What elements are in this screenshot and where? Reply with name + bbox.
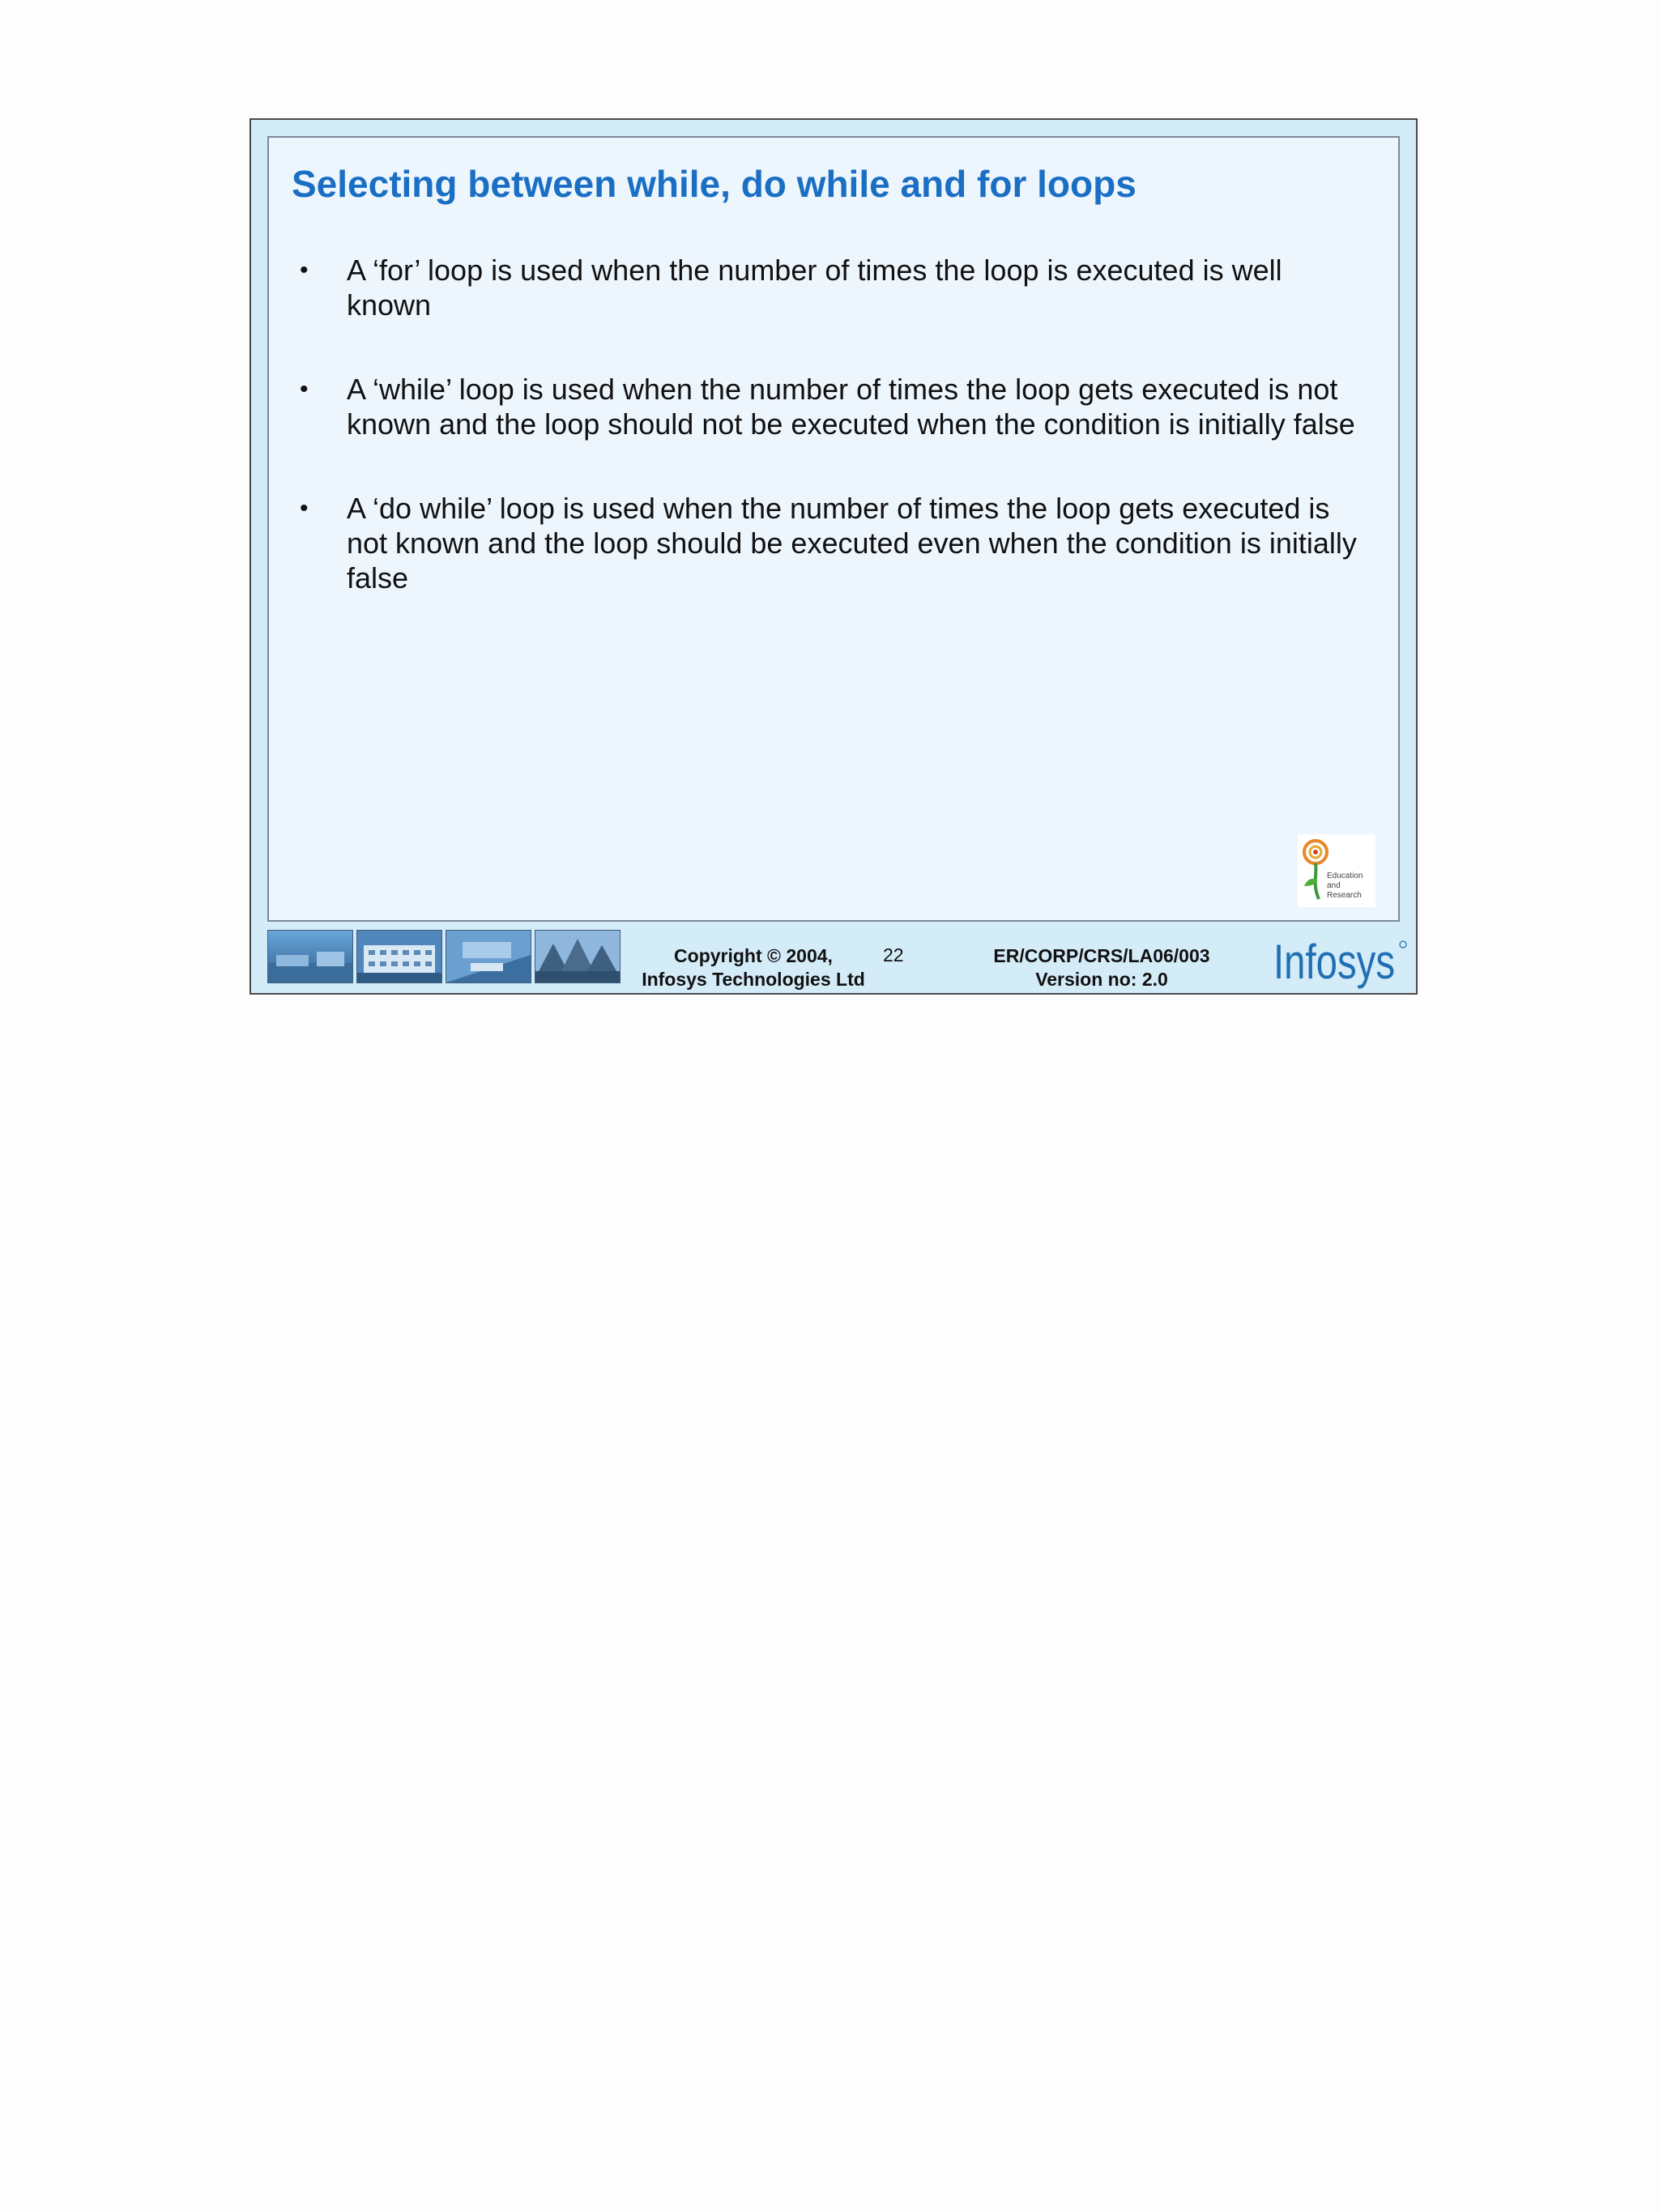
building-photo-thumbnail	[446, 930, 531, 983]
infosys-logo-icon	[1272, 933, 1410, 990]
bullet-item	[293, 253, 1371, 322]
bullet-line: known	[347, 288, 432, 322]
bullet-marker: •	[300, 257, 309, 283]
bullet-marker: •	[300, 495, 309, 522]
slide-title: Selecting between while, do while and for loops	[292, 163, 1137, 205]
education-research-logo	[1298, 834, 1375, 907]
footer-photo-strip	[267, 930, 621, 983]
bullet-line: false	[347, 561, 409, 595]
bullet-marker: •	[300, 376, 309, 403]
bullet-line: A ‘while’ loop is used when the number of times the loop gets executed is not	[347, 373, 1338, 406]
bullet-line: A ‘do while’ loop is used when the number of times the loop gets executed is	[347, 492, 1330, 525]
building-photo-thumbnail	[356, 930, 442, 983]
infosys-logo	[1272, 933, 1410, 990]
bullet-line: known and the loop should not be executed when the condition is initially false	[347, 407, 1355, 441]
footer-document-ref: ER/CORP/CRS/LA06/003 Version no: 2.0	[993, 945, 1210, 990]
building-photo-thumbnail	[535, 930, 621, 983]
bullet-line: A ‘for’ loop is used when the number of times the loop is executed is well	[347, 254, 1282, 287]
bullet-line: not known and the loop should be executed even when the condition is initially	[347, 526, 1357, 560]
svg-text:Infosys: Infosys	[1273, 935, 1395, 989]
slide-frame	[249, 118, 1418, 995]
bullet-list	[293, 253, 1371, 645]
page-number: 22	[883, 944, 904, 965]
building-photo-thumbnail	[267, 930, 353, 983]
bullet-item	[293, 372, 1371, 441]
edu-logo-text: Education and Research	[1327, 872, 1363, 900]
footer-copyright: Copyright © 2004, Infosys Technologies Ltd	[642, 945, 865, 990]
slide-content	[267, 136, 1400, 922]
bullet-item	[293, 491, 1371, 595]
